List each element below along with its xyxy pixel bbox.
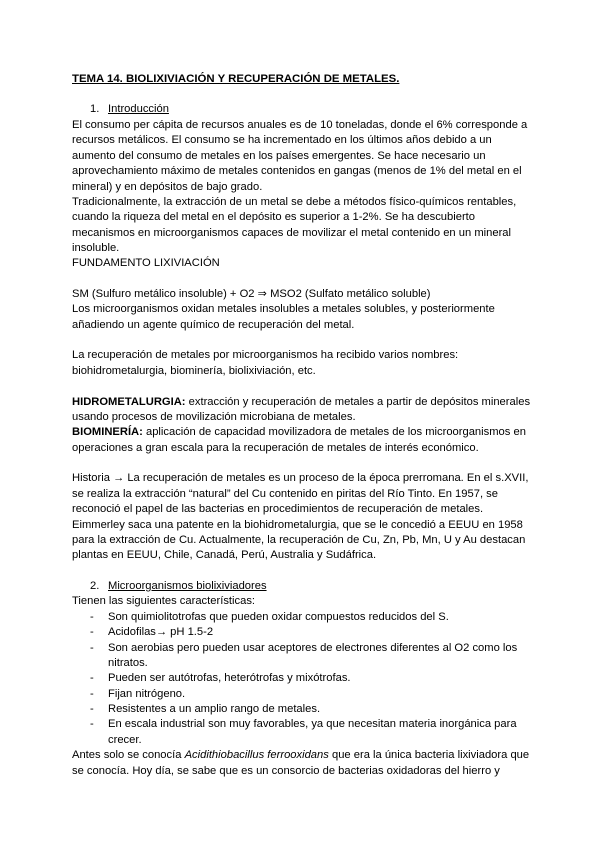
list-item: Son quimiolitotrofas que pueden oxidar compuestos reducidos del S.	[108, 611, 449, 623]
species-name: Acidithiobacillus ferrooxidans	[184, 749, 329, 761]
document-title: TEMA 14. BIOLIXIVIACIÓN Y RECUPERACIÓN DE METALES.	[72, 73, 400, 85]
list-item: Acidofilas→ pH 1.5-2	[108, 626, 214, 638]
history-line: plantas en EEUU, Chile, Canadá, Perú, Australia y Sudáfrica.	[72, 549, 377, 561]
definition-text: extracción y recuperación de metales a partir de depósitos minerales	[185, 396, 531, 408]
list-item-continuation: crecer.	[108, 734, 142, 746]
closing-line	[72, 748, 529, 763]
definition-biomineria	[72, 425, 526, 440]
term-biomineria: BIOMINERÍA:	[72, 426, 143, 438]
list-item: En escala industrial son muy favorables, ya que necesitan materia inorgánica para	[108, 718, 517, 730]
bullet-marker: -	[90, 672, 94, 684]
list-item: Pueden ser autótrofas, heterótrofas y mixótrofas.	[108, 672, 351, 684]
term-hidrometalurgia: HIDROMETALURGIA:	[72, 396, 186, 408]
definition-hidrometalurgia	[72, 395, 530, 410]
paragraph-line: operaciones a gran escala para la recuperación de metales de interés económico.	[72, 442, 479, 454]
bullet-marker: -	[90, 718, 94, 730]
paragraph-line: biohidrometalurgia, biominería, biolixiviación, etc.	[72, 365, 316, 377]
closing-line: se conocía. Hoy día, se sabe que es un consorcio de bacterias oxidadoras del hierro y	[72, 765, 500, 777]
history-line: reconoció el papel de las bacterias en procedimientos de recuperación de metales.	[72, 503, 484, 515]
list-item: Fijan nitrógeno.	[108, 688, 186, 700]
intro-line: mineral) y en depósitos de bajo grado.	[72, 181, 263, 193]
list-item-continuation: nitratos.	[108, 657, 148, 669]
closing-text: Antes solo se conocía	[72, 749, 185, 761]
bullet-marker: -	[90, 611, 94, 623]
section-2-number: 2.	[90, 580, 100, 592]
intro-line: Tradicionalmente, la extracción de un metal se debe a métodos físico-químicos rentables,	[72, 196, 517, 208]
history-line: Eimmerley saca una patente en la biohidrometalurgia, que se le concedió a EEUU en 1958	[72, 519, 523, 531]
section-1-number: 1.	[90, 103, 100, 115]
history-line: Historia → La recuperación de metales es un proceso de la época prerromana. En el s.XVII,	[72, 472, 529, 484]
bullet-marker: -	[90, 703, 94, 715]
equation-line: SM (Sulfuro metálico insoluble) + O2 ⇒ MSO2 (Sulfato metálico soluble)	[72, 288, 431, 300]
list-item: Son aerobias pero pueden usar aceptores de electrones diferentes al O2 como los	[108, 642, 518, 654]
history-line: para la extracción de Cu. Actualmente, la recuperación de Cu, Zn, Pb, Mn, U y Au destacan	[72, 534, 526, 546]
intro-line: aumento del consumo de metales en los países emergentes. Se hace necesario un	[72, 150, 486, 162]
history-line: se realiza la extracción “natural” del Cu contenido en piritas del Río Tinto. En 1957, se	[72, 488, 498, 500]
bullet-marker: -	[90, 688, 94, 700]
intro-line: aprovechamiento máximo de metales contenidos en gangas (menos de 1% del metal en el	[72, 165, 522, 177]
subheading-fundamento: FUNDAMENTO LIXIVIACIÓN	[72, 257, 220, 269]
paragraph-line: Los microorganismos oxidan metales insolubles a metales solubles, y posteriormente	[72, 303, 495, 315]
section-1-heading: Introducción	[108, 103, 169, 115]
definition-text: aplicación de capacidad movilizadora de metales de los microorganismos en	[142, 426, 526, 438]
bullet-marker: -	[90, 626, 94, 638]
closing-text: que era la única bacteria lixiviadora que	[328, 749, 530, 761]
section-2-heading: Microorganismos biolixiviadores	[108, 580, 267, 592]
intro-line: mecanismos en microorganismos capaces de movilizar el metal contenido en un mineral	[72, 227, 512, 239]
intro-line: cuando la riqueza del metal en el depósito es superior a 1-2%. Se ha descubierto	[72, 211, 476, 223]
intro-line: recursos metálicos. El consumo se ha incrementado en los últimos años debido a un	[72, 134, 492, 146]
paragraph-line: añadiendo un agente químico de recuperación del metal.	[72, 319, 355, 331]
paragraph-line: La recuperación de metales por microorganismos ha recibido varios nombres:	[72, 349, 459, 361]
bullet-marker: -	[90, 642, 94, 654]
paragraph-line: usando procesos de movilización microbiana de metales.	[72, 411, 356, 423]
section-2-intro: Tienen las siguientes características:	[72, 595, 256, 607]
list-item: Resistentes a un amplio rango de metales.	[108, 703, 321, 715]
intro-line: El consumo per cápita de recursos anuales es de 10 toneladas, donde el 6% corresponde a	[72, 119, 528, 131]
intro-line: insoluble.	[72, 242, 120, 254]
